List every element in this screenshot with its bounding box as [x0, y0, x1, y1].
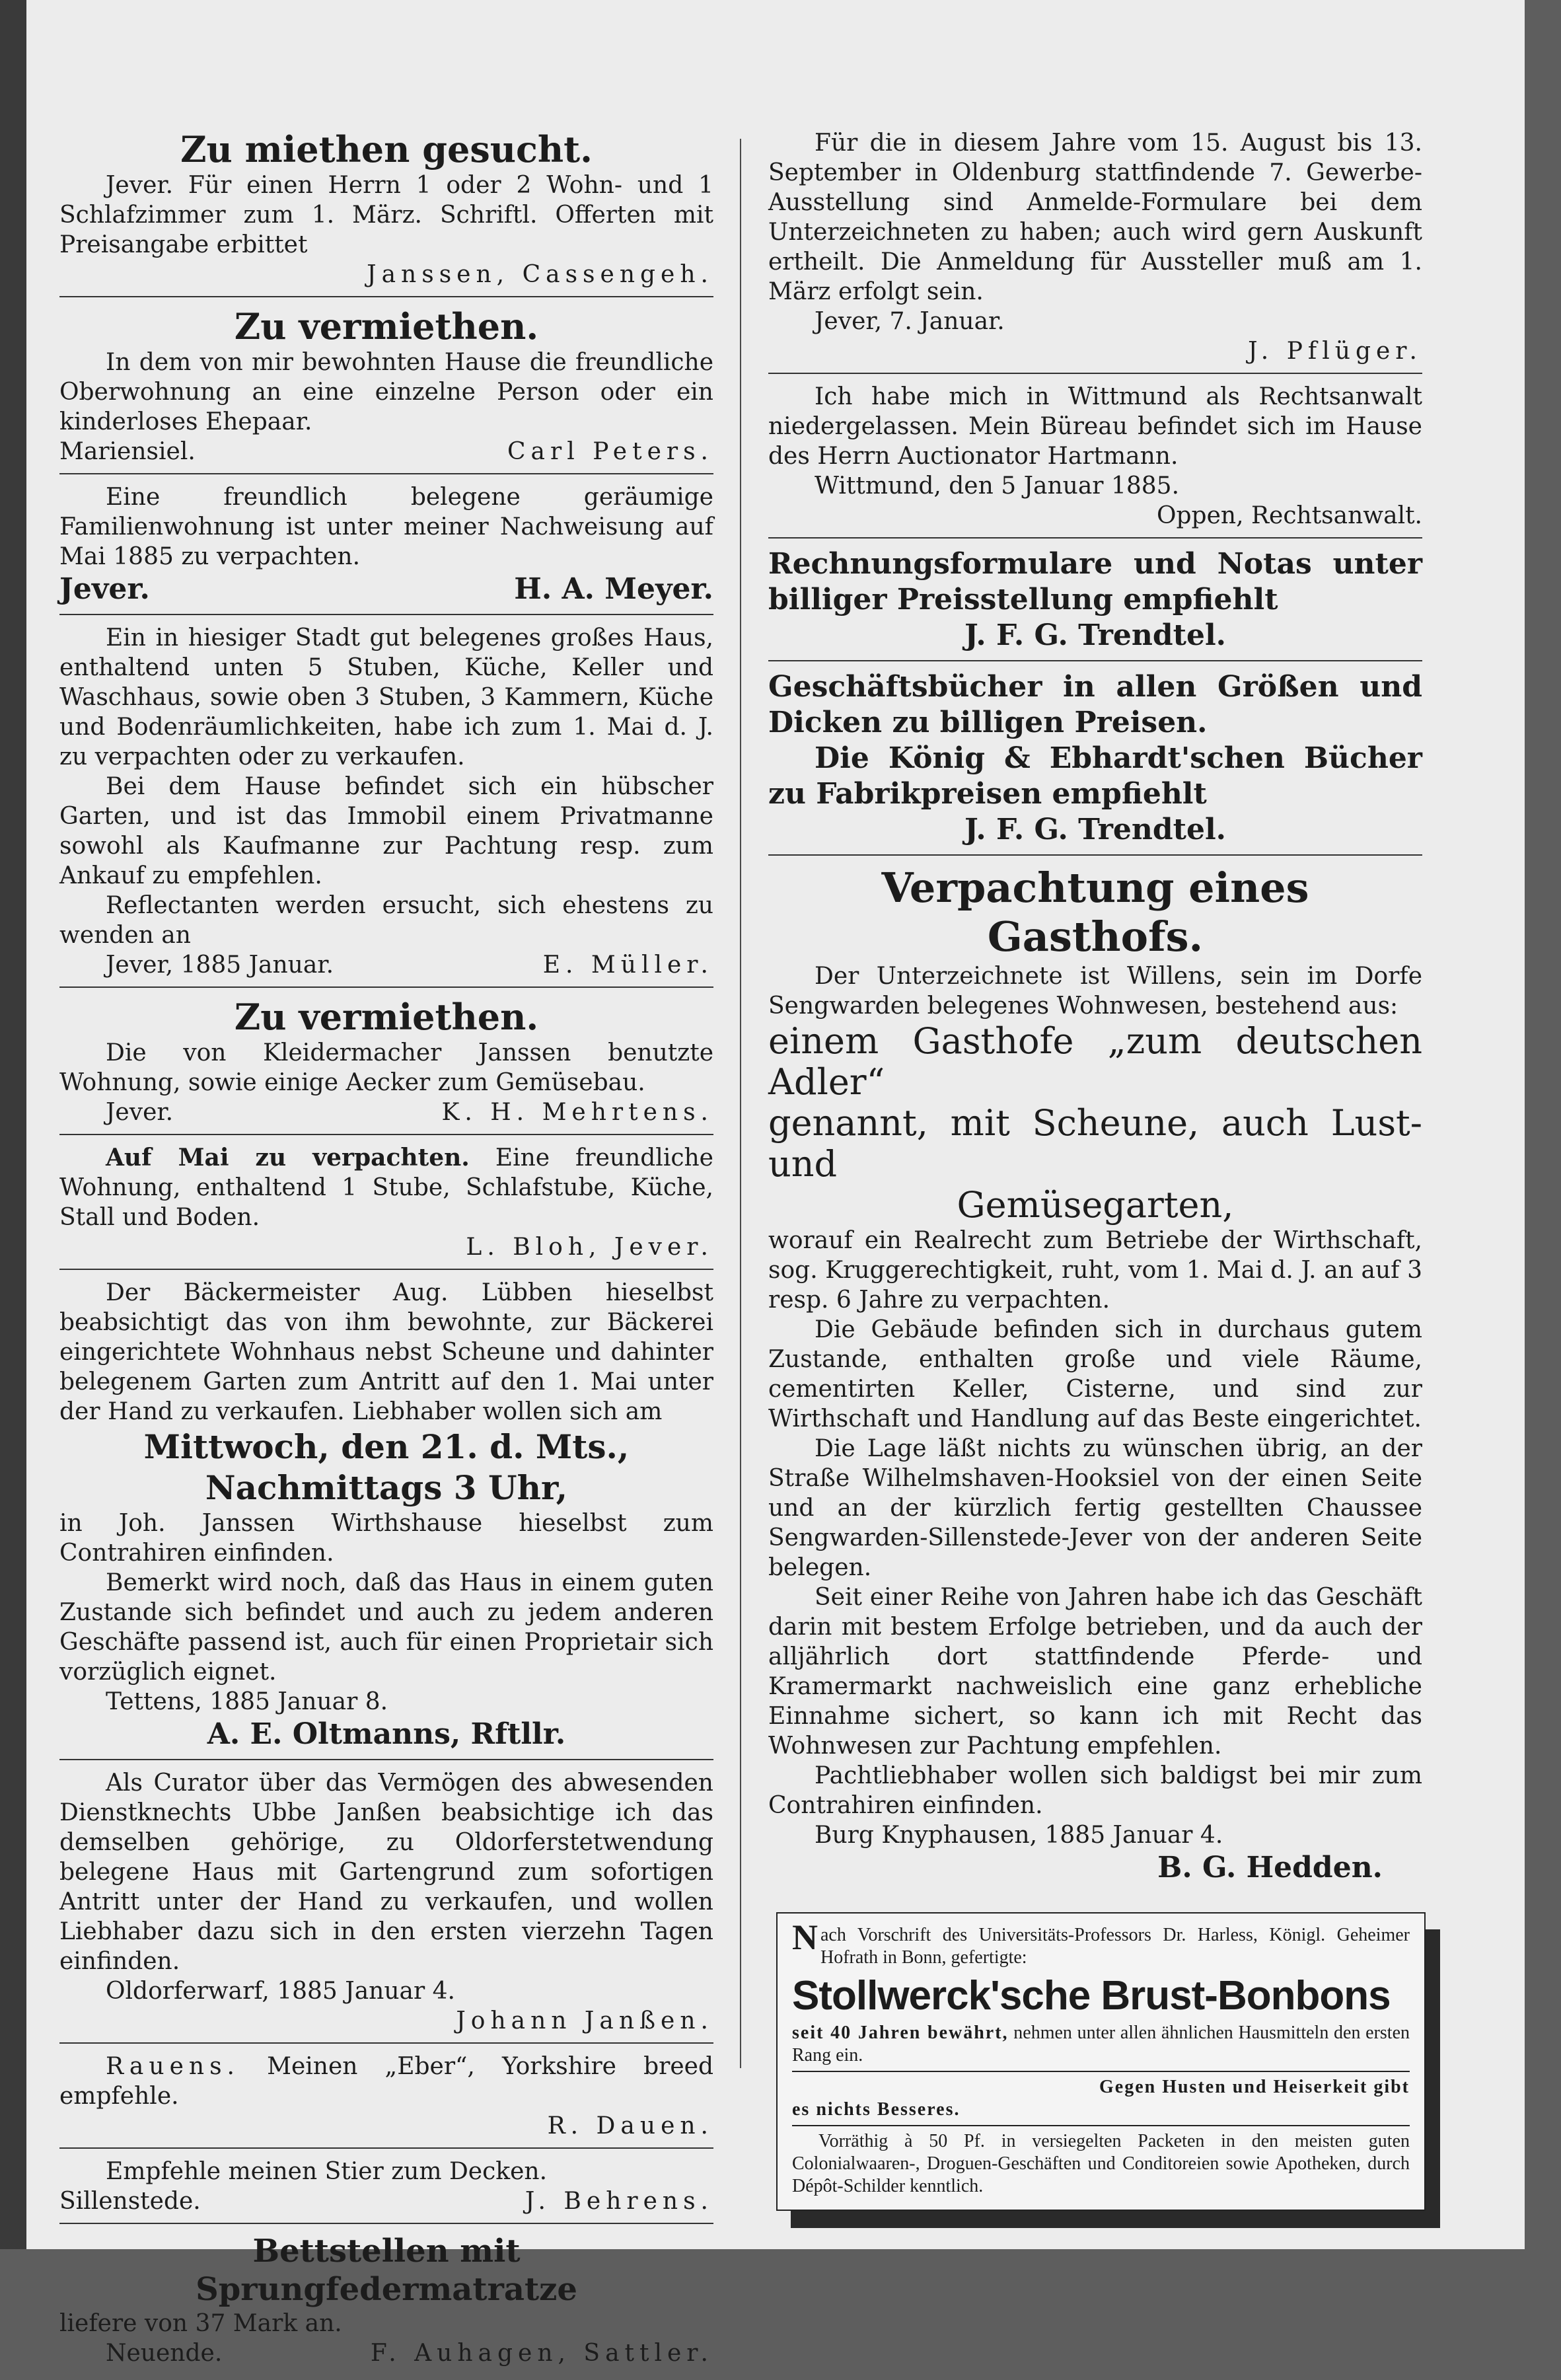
ad-paragraph: Der Bäckermeister Aug. Lübben hieselbst beabsichtigt das von ihm bewohnte, zur Bäckerei eingerichtete Wohnhaus nebst Scheune und dahinter belegenem Garten zum Antritt auf den 1. Mai unter der Hand zu verkaufen. Liebhaber wollen sich am [59, 1279, 713, 1425]
ad-signature: J. F. G. Trendtel. [964, 813, 1226, 846]
ad-date: Tettens, 1885 Januar 8. [106, 1688, 388, 1715]
brand-name: Stollwerck'sche Brust-Bonbons [792, 1973, 1391, 2019]
ad-date-line: Mittwoch, den 21. d. Mts., [143, 1427, 630, 1466]
ad-big-line: einem Gasthofe „zum deutschen Adler“ [768, 1020, 1422, 1103]
ad-paragraph: Reflectanten werden ersucht, sich ehestens zu wenden an [59, 892, 713, 949]
ad-signature: H. A. Meyer. [514, 572, 713, 606]
ad-signature: J. Behrens. [525, 2188, 713, 2215]
ad-body: Die von Kleidermacher Janssen benutzte Wohnung, sowie einige Aecker zum Gemüsebau. [59, 1039, 713, 1096]
ad-paragraph: worauf ein Realrecht zum Betriebe der Wirthschaft, sog. Kruggerechtigkeit, ruht, vom 1. Mai d. J. an auf 3 resp. 6 Jahre zu verpachten. [768, 1227, 1422, 1314]
divider [792, 2125, 1410, 2126]
ad-paragraph: Bei dem Hause befindet sich ein hübscher Garten, und ist das Immobil einem Privatmanne sowohl als Kaufmanne zur Pachtung resp. zum Ankauf zu empfehlen. [59, 773, 713, 889]
ad-body: Rechnungsformulare und Notas unter billiger Preisstellung empfiehlt [768, 547, 1422, 616]
ad-date: Jever, 1885 Januar. [106, 951, 334, 979]
ad-slogan: Gegen Husten und Heiserkeit gibt [1099, 2077, 1410, 2097]
ad-signature: B. G. Hedden. [1157, 1851, 1383, 1884]
ad-paragraph: Bemerkt wird noch, daß das Haus in einem guten Zustande sich befindet und auch zu jedem anderen Geschäfte passend ist, auch für einen Proprietair sich vorzüglich eignet. [59, 1569, 713, 1686]
ad-zu-miethen-gesucht [59, 126, 713, 297]
ad-time-line: Nachmittags 3 Uhr, [205, 1468, 568, 1507]
ad-place: Jever. [106, 1099, 174, 1126]
ad-claim: seit 40 Jahren bewährt, [792, 2023, 1009, 2043]
ad-signature: Oppen, Rechtsanwalt. [1156, 502, 1422, 529]
ad-paragraph: Seit einer Reihe von Jahren habe ich das Geschäft darin mit bestem Erfolge betrieben, und da auch der alljährlich dort stattfindende Pferde- und Kramermarkt nachweislich eine ganz erhebliche Einnahme sichert, so kann ich mit Recht das Wohnwesen zur Pachtung empfehlen. [768, 1584, 1422, 1760]
ad-signature: Janssen, Cassengeh. [367, 261, 713, 288]
ad-paragraph: Der Unterzeichnete ist Willens, sein im Dorfe Sengwarden belegenes Wohnwesen, bestehend aus: [768, 963, 1422, 1020]
ad-text: nehmen unter allen ähnlichen Hausmitteln den ersten Rang ein. [792, 2023, 1410, 2065]
ad-body: Empfehle meinen Stier zum Decken. [106, 2158, 548, 2185]
ad-place: Neuende. [106, 2340, 223, 2367]
ad-baeckerei-luebben [59, 1275, 713, 1760]
ad-auf-mai-bloh [59, 1140, 713, 1270]
ad-signature: Carl Peters. [507, 438, 713, 465]
ad-zu-vermiethen-peters [59, 303, 713, 474]
ad-verpachtung-gasthof [768, 861, 1422, 1892]
ad-eber-dauen [59, 2049, 713, 2149]
ad-rechtsanwalt-oppen [768, 379, 1422, 539]
ad-body: Eine freundliche Wohnung, enthaltend 1 Stube, Schlafstube, Küche, Stall und Boden. [59, 1144, 713, 1231]
ad-rechnungsformulare-trendtel [768, 544, 1422, 661]
ad-signature: R. Dauen. [547, 2112, 713, 2139]
ad-body: liefere von 37 Mark an. [59, 2310, 342, 2337]
ad-date: Oldorferwarf, 1885 Januar 4. [106, 1978, 455, 2005]
ad-date: Wittmund, den 5 Januar 1885. [815, 472, 1180, 500]
ad-place: Sillenstede. [59, 2188, 201, 2215]
ad-body: Ich habe mich in Wittmund als Rechtsanwalt niedergelassen. Mein Büreau befindet sich im Hause des Herrn Auctionator Hartmann. [768, 383, 1422, 470]
stollwerck-advertisement [776, 1912, 1426, 2211]
ad-lead: Auf Mai zu verpachten. [106, 1144, 470, 1171]
ad-body: Jever. Für einen Herrn 1 oder 2 Wohn- und 1 Schlafzimmer zum 1. März. Schriftl. Offerten mit Preisangabe erbittet [59, 172, 713, 258]
ad-gewerbe-ausstellung [768, 126, 1422, 374]
ad-line: Die König & Ebhardt'schen Bücher zu Fabrikpreisen empfiehlt [768, 741, 1422, 811]
ad-haus-mueller [59, 620, 713, 988]
ad-intro: ach Vorschrift des Universitäts-Professors Dr. Harless, Königl. Geheimer Hofrath in Bonn, gefertigte: [820, 1925, 1410, 1968]
ad-line: Geschäftsbücher in allen Größen und Dicken zu billigen Preisen. [768, 670, 1422, 739]
ad-place: Rauens. [106, 2053, 240, 2080]
ad-body: Meinen „Eber“, Yorkshire breed empfehle. [59, 2053, 713, 2110]
ad-paragraph: Pachtliebhaber wollen sich baldigst bei mir zum Contrahiren einfinden. [768, 1762, 1422, 1819]
ad-body: Eine freundlich belegene geräumige Familienwohnung ist unter meiner Nachweisung auf Mai 1885 zu verpachten. [59, 484, 713, 570]
ad-paragraph: Ein in hiesiger Stadt gut belegenes großes Haus, enthaltend unten 5 Stuben, Küche, Keller und Waschhaus, sowie oben 3 Stuben, 3 Kammern, Küche und Bodenräumlichkeiten, habe ich zum 1. Mai d. J. zu verpachten oder zu verkaufen. [59, 624, 713, 770]
ad-curator-janssen [59, 1766, 713, 2044]
ad-footer: Vorräthig à 50 Pf. in versiegelten Packeten in den meisten guten Colonialwaaren-, Droguen-Geschäften und Conditoreien sowie Apotheken, durch Dépôt-Schilder kenntlich. [792, 2131, 1410, 2196]
ad-familienwohnung-meyer [59, 480, 713, 615]
ad-signature: A. E. Oltmanns, Rftllr. [207, 1717, 566, 1751]
ad-signature: K. H. Mehrtens. [441, 1099, 713, 1126]
ad-geschaeftsbuecher-trendtel [768, 667, 1422, 856]
ad-heading: Verpachtung eines Gasthofs. [881, 864, 1309, 961]
ad-date: Jever, 7. Januar. [815, 308, 1005, 335]
ad-stier-behrens [59, 2154, 713, 2224]
ad-date: Burg Knyphausen, 1885 Januar 4. [815, 1822, 1223, 1849]
ad-body: Für die in diesem Jahre vom 15. August bis 13. September in Oldenburg stattfindende 7. Gewerbe-Ausstellung sind Anmelde-Formulare bei dem Unterzeichneten zu haben; auch wird gern Auskunft ertheilt. Die Anmeldung für Aussteller muß am 1. März erfolgt sein. [768, 130, 1422, 305]
ad-heading: Bettstellen mit Sprungfedermatratze [196, 2233, 577, 2308]
ad-signature: F. Auhagen, Sattler. [370, 2340, 713, 2367]
left-column [59, 126, 713, 2380]
drop-cap: N [792, 1917, 818, 1957]
ad-heading: Zu vermiethen. [234, 996, 539, 1038]
ad-paragraph: Die Gebäude befinden sich in durchaus gutem Zustande, enthalten große und viele Räume, cementirten Keller, Cisterne, und sind zur Wirthschaft und Handlung auf das Beste eingerichtet. [768, 1316, 1422, 1432]
ad-zu-vermiethen-mehrtens [59, 993, 713, 1135]
ad-body: In dem von mir bewohnten Hause die freundliche Oberwohnung an eine einzelne Person oder ein kinderloses Ehepaar. [59, 349, 713, 435]
ad-signature: J. F. G. Trendtel. [964, 618, 1226, 652]
ad-heading: Zu vermiethen. [234, 305, 539, 348]
ad-big-line: Gemüsegarten, [957, 1184, 1234, 1226]
ad-place: Jever. [59, 572, 150, 606]
ad-signature: Johann Janßen. [456, 2007, 713, 2034]
ad-body: Als Curator über das Vermögen des abwesenden Dienstknechts Ubbe Janßen beabsichtige ich das demselben gehörige, zu Oldorferstetwendung belegene Haus mit Gartengrund zum sofortigen Antritt unter der Hand zu verkaufen, und wollen Liebhaber dazu sich in den ersten vierzehn Tagen einfinden. [59, 1769, 713, 1975]
binding-gutter [0, 0, 26, 2249]
ad-paragraph: Die Lage läßt nichts zu wünschen übrig, an der Straße Wilhelmshaven-Hooksiel von der einen Seite und an der kürzlich fertig gestellten Chaussee Sengwarden-Sillenstede-Jever von der anderen Seite belegen. [768, 1435, 1422, 1581]
ad-signature: E. Müller. [542, 951, 713, 979]
ad-signature: J. Pflüger. [1248, 338, 1422, 365]
ad-signature: L. Bloh, Jever. [466, 1234, 713, 1261]
ad-place: Mariensiel. [59, 438, 196, 465]
ad-heading: Zu miethen gesucht. [180, 128, 593, 170]
right-column [768, 126, 1422, 2211]
ad-bettstellen-auhagen [59, 2229, 713, 2375]
column-divider [740, 139, 741, 2068]
newspaper-page [26, 0, 1525, 2367]
divider [792, 2071, 1410, 2072]
ad-big-line: genannt, mit Scheune, auch Lust- und [768, 1102, 1422, 1185]
ad-paragraph: in Joh. Janssen Wirthshause hieselbst zum Contrahiren einfinden. [59, 1510, 713, 1567]
ad-slogan: es nichts Besseres. [792, 2099, 961, 2120]
